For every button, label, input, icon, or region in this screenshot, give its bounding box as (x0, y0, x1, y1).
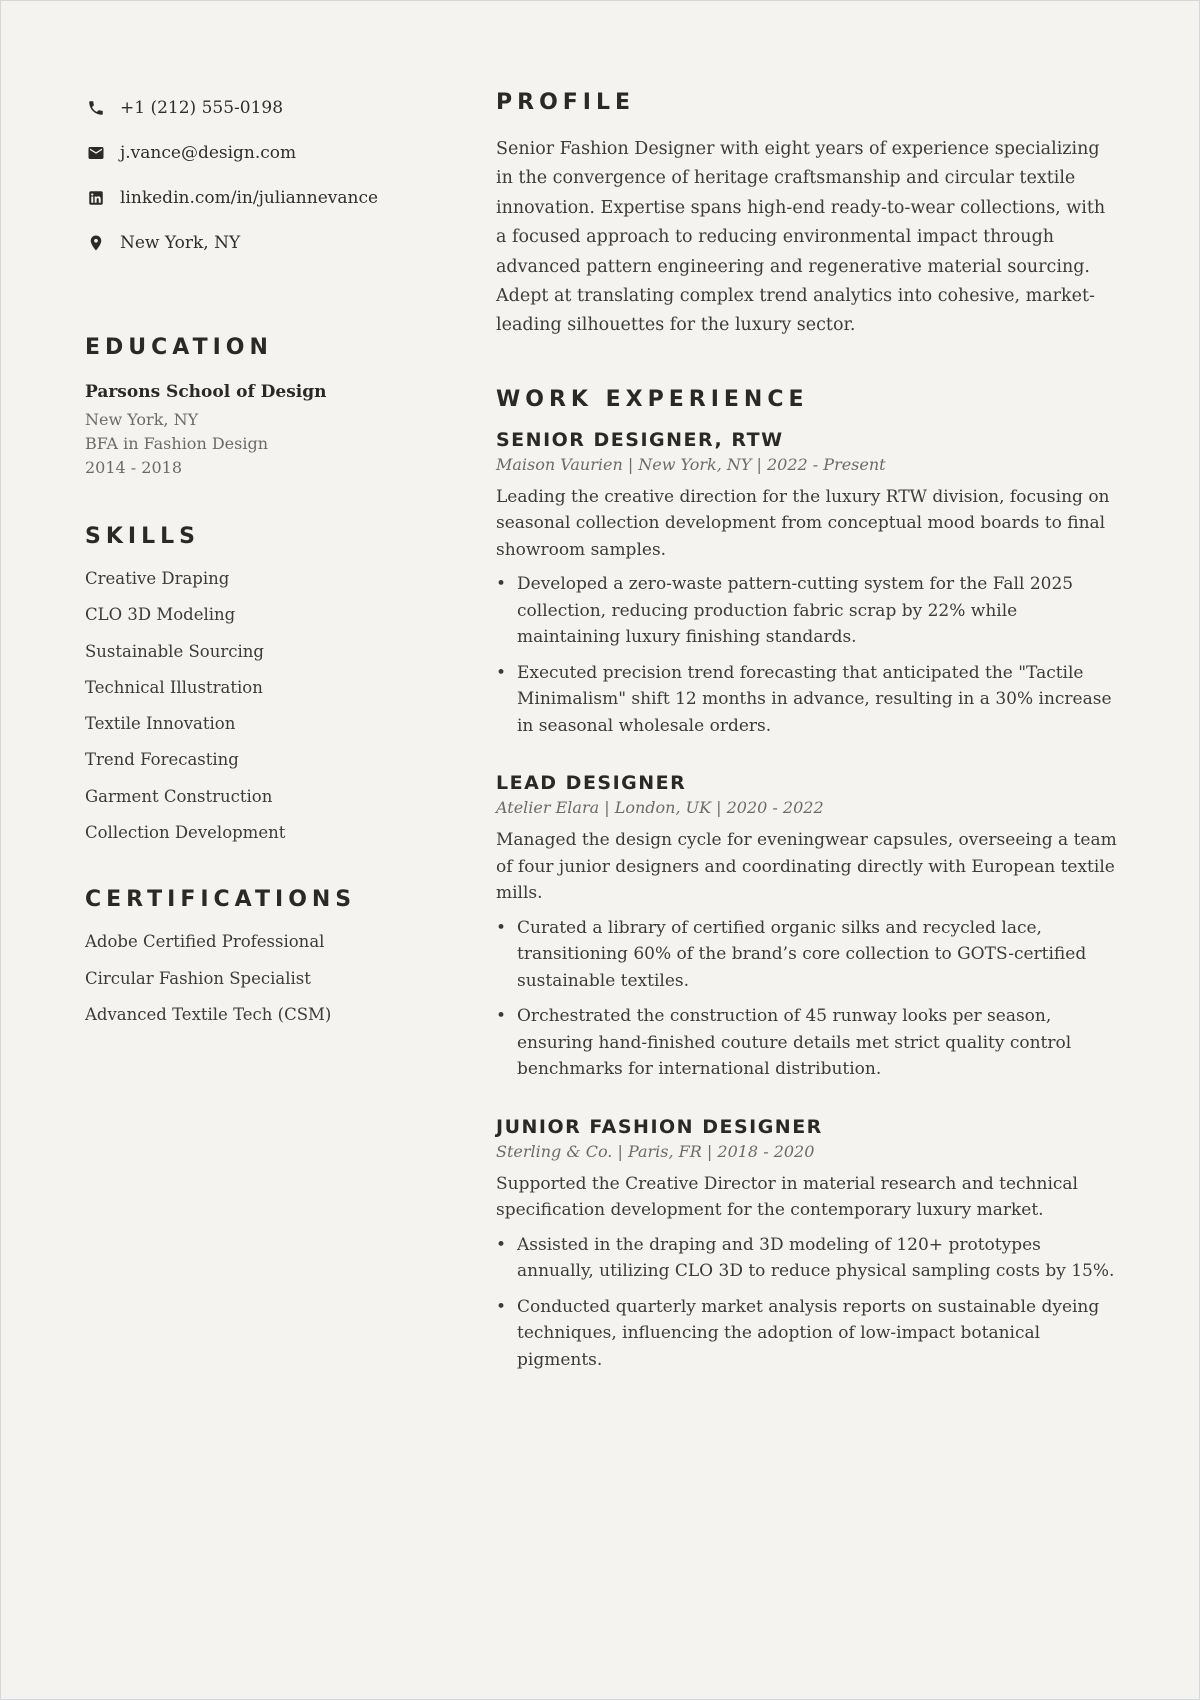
education-heading: EDUCATION (85, 335, 273, 360)
location-text: New York, NY (120, 232, 241, 253)
contact-section (85, 85, 445, 265)
job-meta: Maison Vaurien | New York, NY | 2022 - Present (496, 454, 886, 474)
contact-email (85, 130, 445, 175)
education-school: Parsons School of Design (85, 382, 327, 402)
work-experience-section (496, 387, 1121, 1374)
work-experience-heading: WORK EXPERIENCE (496, 386, 809, 412)
job-meta: Atelier Elara | London, UK | 2020 - 2022 (496, 798, 824, 818)
job-entry (496, 772, 1121, 1083)
certification-item: Advanced Textile Tech (CSM) (85, 1004, 332, 1024)
certification-item: Circular Fashion Specialist (85, 968, 311, 988)
profile-summary: Senior Fashion Designer with eight years of experience specializing in the convergence of heritage craftsmanship and circular textile innovation. Expertise spans high-end ready-to-wear collections, with a focused approach to reducing environmental impact through advanced pattern engineering and regenerative material sourcing. Adept at translating complex trend analytics into cohesive, market-leading silhouettes for the luxury sector. (496, 139, 1106, 336)
job-title: SENIOR DESIGNER, RTW (496, 428, 784, 451)
location-pin-icon (85, 232, 107, 254)
contact-phone (85, 85, 445, 130)
certification-item: Adobe Certified Professional (85, 932, 325, 952)
linkedin-text[interactable]: linkedin.com/in/juliannevance (120, 187, 379, 208)
profile-heading: PROFILE (496, 90, 636, 115)
right-column (496, 85, 1121, 1406)
phone-icon (85, 97, 107, 119)
skills-section (85, 524, 445, 851)
skill-item: Trend Forecasting (85, 750, 239, 770)
job-bullet: • Assisted in the draping and 3D modeling of 120+ prototypes annually, utilizing CLO 3D to reduce physical sampling costs by 15%. (496, 1232, 1121, 1285)
job-bullets (496, 571, 1121, 739)
job-description: Managed the design cycle for eveningwear capsules, overseeing a team of four junior designers and coordinating directly with European textile mills. (496, 830, 1117, 904)
phone-text: +1 (212) 555-0198 (120, 97, 284, 118)
job-title: LEAD DESIGNER (496, 772, 687, 795)
certifications-section (85, 887, 445, 1033)
job-bullet: • Conducted quarterly market analysis reports on sustainable dyeing techniques, influencing the adoption of low-impact botanical pigments. (496, 1294, 1121, 1374)
job-title: JUNIOR FASHION DESIGNER (496, 1115, 823, 1138)
linkedin-icon (85, 187, 107, 209)
profile-section (496, 90, 1121, 341)
job-bullet: • Curated a library of certified organic silks and recycled lace, transitioning 60% of the brand’s core collection to GOTS-certified sustainable textiles. (496, 915, 1121, 995)
skills-heading: SKILLS (85, 524, 200, 549)
job-description: Leading the creative direction for the luxury RTW division, focusing on seasonal collection development from conceptual mood boards to final showroom samples. (496, 486, 1110, 560)
job-meta: Sterling & Co. | Paris, FR | 2018 - 2020 (496, 1141, 815, 1161)
skill-item: Textile Innovation (85, 714, 236, 734)
skill-item: CLO 3D Modeling (85, 605, 236, 625)
job-bullet: • Orchestrated the construction of 45 runway looks per season, ensuring hand-finished couture details met strict quality control benchmarks for international distribution. (496, 1003, 1121, 1083)
job-bullet: • Developed a zero-waste pattern-cutting system for the Fall 2025 collection, reducing production fabric scrap by 22% while maintaining luxury finishing standards. (496, 571, 1121, 651)
contact-location (85, 220, 445, 265)
email-text[interactable]: j.vance@design.com (120, 142, 297, 163)
skill-item: Garment Construction (85, 786, 273, 806)
skill-item: Sustainable Sourcing (85, 641, 264, 661)
job-description: Supported the Creative Director in material research and technical specification development for the contemporary luxury market. (496, 1173, 1078, 1221)
email-icon (85, 142, 107, 164)
skill-item: Creative Draping (85, 569, 230, 588)
job-bullet: • Executed precision trend forecasting that anticipated the "Tactile Minimalism" shift 12 months in advance, resulting in a 30% increase in seasonal wholesale orders. (496, 660, 1121, 740)
skill-item: Technical Illustration (85, 677, 263, 697)
education-city: New York, NY (85, 410, 199, 429)
job-bullets (496, 1232, 1121, 1374)
education-section (85, 335, 445, 480)
education-years: 2014 - 2018 (85, 458, 183, 477)
skill-item: Collection Development (85, 823, 286, 843)
job-entry (496, 1116, 1121, 1374)
left-column (85, 85, 445, 1033)
contact-linkedin (85, 175, 445, 220)
certifications-heading: CERTIFICATIONS (85, 887, 357, 913)
job-entry (496, 429, 1121, 740)
job-bullets (496, 915, 1121, 1083)
education-degree: BFA in Fashion Design (85, 434, 268, 453)
